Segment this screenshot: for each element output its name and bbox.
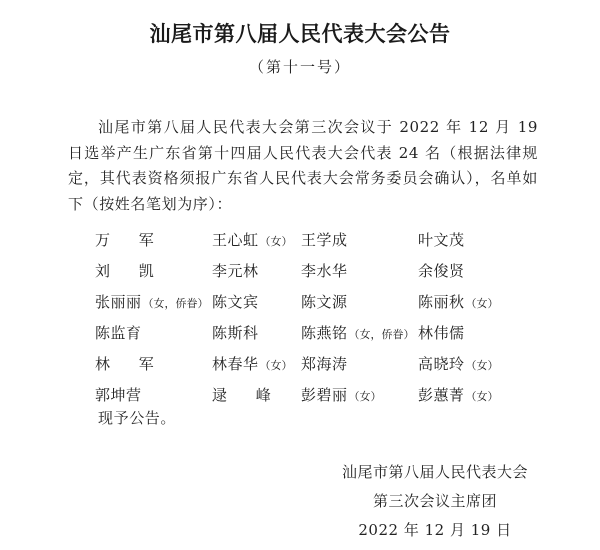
representative-name: 李元林 (212, 262, 259, 280)
representative-note: （女） (348, 390, 382, 403)
representative-name: 陈文宾 (212, 293, 259, 311)
name-entry (418, 352, 499, 378)
representative-name: 王心虹 (212, 231, 259, 249)
name-row (95, 352, 555, 383)
representative-name: 陈监育 (95, 324, 142, 342)
representative-name: 万 军 (95, 231, 166, 249)
name-entry (301, 321, 415, 347)
name-entry (418, 290, 499, 316)
name-entry (212, 228, 293, 254)
representative-name: 逯 峰 (212, 386, 283, 404)
representative-name: 高晓玲 (418, 355, 465, 373)
name-entry (95, 321, 143, 347)
representative-name: 王学成 (301, 231, 348, 249)
representative-name: 余俊贤 (418, 262, 465, 280)
representative-name: 彭碧丽 (301, 386, 348, 404)
issuing-organization: 汕尾市第八届人民代表大会 (341, 463, 528, 481)
representative-name: 张丽丽 (95, 293, 142, 311)
representative-name: 陈燕铭 (301, 324, 348, 342)
name-entry (212, 383, 284, 409)
representative-note: （女） (465, 390, 499, 403)
issuing-body: 第三次会议主席团 (372, 492, 497, 510)
name-entry (418, 228, 466, 254)
representative-name: 刘 凯 (95, 262, 166, 280)
name-entry (95, 383, 143, 409)
representative-name: 林 军 (95, 355, 166, 373)
representative-name: 李水华 (301, 262, 348, 280)
representative-name: 林伟儒 (418, 324, 465, 342)
name-entry (212, 259, 260, 285)
name-entry (301, 290, 349, 316)
name-row (95, 321, 555, 352)
representative-name: 彭蕙菁 (418, 386, 465, 404)
name-entry (418, 383, 499, 409)
name-entry (95, 352, 167, 378)
name-entry (301, 228, 349, 254)
name-row (95, 228, 555, 259)
issue-date: 2022 年 12 月 19 日 (358, 521, 512, 539)
representative-note: （女） (465, 359, 499, 372)
name-entry (212, 352, 293, 378)
name-entry (418, 321, 466, 347)
representative-note: （女） (259, 235, 293, 248)
announcement-paragraph: 汕尾市第八届人民代表大会第三次会议于 2022 年 12 月 19 日选举产生广东省第十四届人民代表大会代表 24 名（根据法律规定，其代表资格须报广东省人民代表大会常务委员会确认），名单如下（按姓名笔划为序）： (68, 118, 538, 213)
name-entry (301, 259, 349, 285)
representative-name: 郭坤营 (95, 386, 142, 404)
name-entry (418, 259, 466, 285)
name-entry (301, 383, 382, 409)
signature-block (342, 458, 528, 545)
closing-statement: 现予公告。 (98, 409, 177, 427)
representative-name: 郑海涛 (301, 355, 348, 373)
representative-note: （女，侨眷） (348, 328, 415, 341)
representative-name: 叶文茂 (418, 231, 465, 249)
name-row (95, 259, 555, 290)
representative-name: 陈文源 (301, 293, 348, 311)
name-entry (95, 259, 167, 285)
name-entry (212, 321, 260, 347)
name-entry (95, 228, 167, 254)
representative-name: 陈斯科 (212, 324, 259, 342)
representative-note: （女） (259, 359, 293, 372)
representative-note: （女） (465, 297, 499, 310)
name-row (95, 290, 555, 321)
announcement-number: （第十一号） (248, 58, 351, 76)
page-title: 汕尾市第八届人民代表大会公告 (149, 21, 451, 46)
name-entry (212, 290, 260, 316)
representative-note: （女，侨眷） (142, 297, 209, 310)
name-entry (301, 352, 349, 378)
representative-name: 陈丽秋 (418, 293, 465, 311)
name-entry (95, 290, 209, 316)
name-list (95, 228, 555, 414)
representative-name: 林春华 (212, 355, 259, 373)
